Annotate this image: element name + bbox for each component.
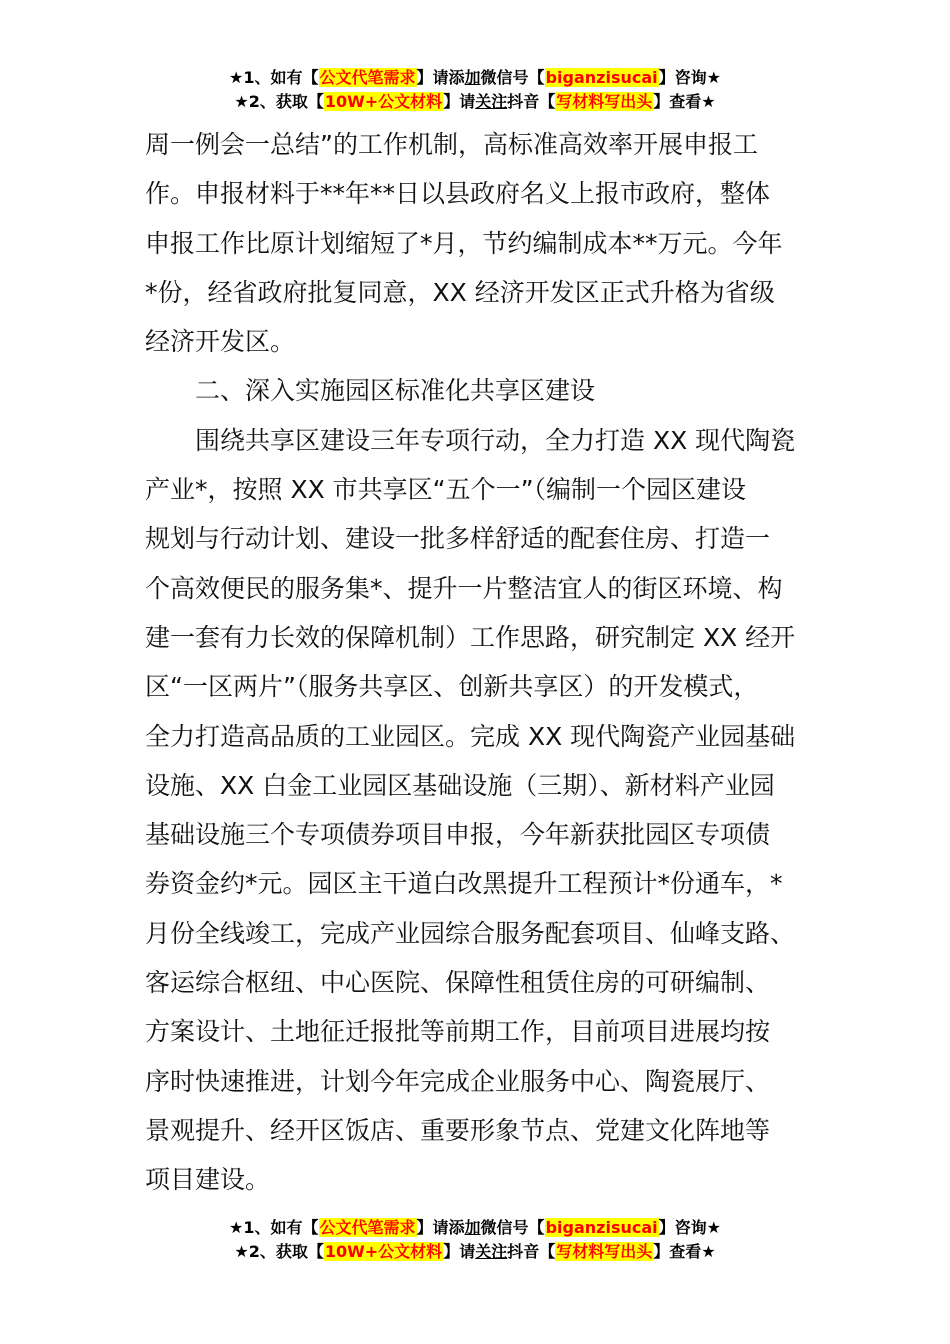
footer-banner xyxy=(0,1216,950,1264)
body-line: 申报工作比原计划缩短了*月，节约编制成本**万元。今年 xyxy=(145,228,783,258)
banner-highlight: biganzisucai xyxy=(545,68,658,87)
banner-text: 微信号【 xyxy=(480,68,545,87)
body-line: 景观提升、经开区饭店、重要形象节点、党建文化阵地等 xyxy=(145,1115,771,1145)
body-line: 方案设计、土地征迁报批等前期工作，目前项目进展均按 xyxy=(145,1017,771,1047)
banner-text: 】咨询★ xyxy=(658,1218,721,1237)
banner-line-2 xyxy=(0,1240,950,1264)
body-line: 作。申报材料于**年**日以县政府名义上报市政府，整体 xyxy=(145,179,771,209)
banner-highlight: biganzisucai xyxy=(545,1218,658,1237)
body-line: 券资金约*元。园区主干道白改黑提升工程预计*份通车，* xyxy=(145,869,783,899)
body-line: 围绕共享区建设三年专项行动，全力打造 XX 现代陶瓷 xyxy=(195,425,796,455)
banner-highlight: 公文代笔需求 xyxy=(319,68,416,87)
body-line: *份，经省政府批复同意，XX 经济开发区正式升格为省级 xyxy=(145,277,775,307)
body-line: 产业*，按照 XX 市共享区“五个一”（编制一个园区建设 xyxy=(145,475,747,505)
banner-underlined: 关注 xyxy=(475,1242,508,1261)
body-line: 项目建设。 xyxy=(145,1165,271,1195)
banner-text: 】查看★ xyxy=(653,1242,716,1261)
banner-underlined: 加 xyxy=(464,68,481,87)
banner-text: 抖音【 xyxy=(507,1242,556,1261)
body-line: 经济开发区。 xyxy=(145,327,296,357)
banner-line-1 xyxy=(0,66,950,90)
body-line: 序时快速推进，计划今年完成企业服务中心、陶瓷展厅、 xyxy=(145,1066,771,1096)
banner-text: 微信号【 xyxy=(480,1218,545,1237)
banner-highlight: 写材料写出头 xyxy=(556,1242,653,1261)
body-line: 周一例会一总结”的工作机制，高标准高效率开展申报工 xyxy=(145,130,758,159)
banner-text: ★2、获取【 xyxy=(234,1242,324,1261)
banner-highlight: 10W+公文材料 xyxy=(324,92,443,111)
banner-text: 】咨询★ xyxy=(658,68,721,87)
banner-text: ★1、如有【 xyxy=(229,68,319,87)
body-line: 基础设施三个专项债券项目申报，今年新获批园区专项债 xyxy=(145,820,771,850)
document-body xyxy=(145,120,810,1205)
banner-text: 】请添 xyxy=(416,68,465,87)
section-heading: 二、深入实施园区标准化共享区建设 xyxy=(195,376,596,406)
banner-text: 】请添 xyxy=(416,1218,465,1237)
banner-highlight: 写材料写出头 xyxy=(556,92,653,111)
header-banner xyxy=(0,66,950,114)
body-line: 全力打造高品质的工业园区。完成 XX 现代陶瓷产业园基础 xyxy=(145,721,796,751)
body-line: 建一套有力长效的保障机制）工作思路，研究制定 XX 经开 xyxy=(145,622,796,652)
body-line: 区“一区两片”（服务共享区、创新共享区）的开发模式， xyxy=(145,672,759,702)
banner-highlight: 10W+公文材料 xyxy=(324,1242,443,1261)
banner-text: ★2、获取【 xyxy=(234,92,324,111)
body-line: 设施、XX 白金工业园区基础设施（三期）、新材料产业园 xyxy=(145,770,775,800)
banner-underlined: 关注 xyxy=(475,92,508,111)
banner-line-1 xyxy=(0,1216,950,1240)
banner-highlight: 公文代笔需求 xyxy=(319,1218,416,1237)
body-line: 月份全线竣工，完成产业园综合服务配套项目、仙峰支路、 xyxy=(145,918,796,948)
banner-underlined: 加 xyxy=(464,1218,481,1237)
banner-text: ★1、如有【 xyxy=(229,1218,319,1237)
banner-text: 】请 xyxy=(443,1242,476,1261)
body-line: 规划与行动计划、建设一批多样舒适的配套住房、打造一 xyxy=(145,524,771,554)
banner-text: 】请 xyxy=(443,92,476,111)
body-line: 客运综合枢纽、中心医院、保障性租赁住房的可研编制、 xyxy=(145,968,771,998)
body-line: 个高效便民的服务集*、提升一片整洁宜人的街区环境、构 xyxy=(145,573,783,603)
banner-text: 】查看★ xyxy=(653,92,716,111)
banner-line-2 xyxy=(0,90,950,114)
banner-text: 抖音【 xyxy=(507,92,556,111)
